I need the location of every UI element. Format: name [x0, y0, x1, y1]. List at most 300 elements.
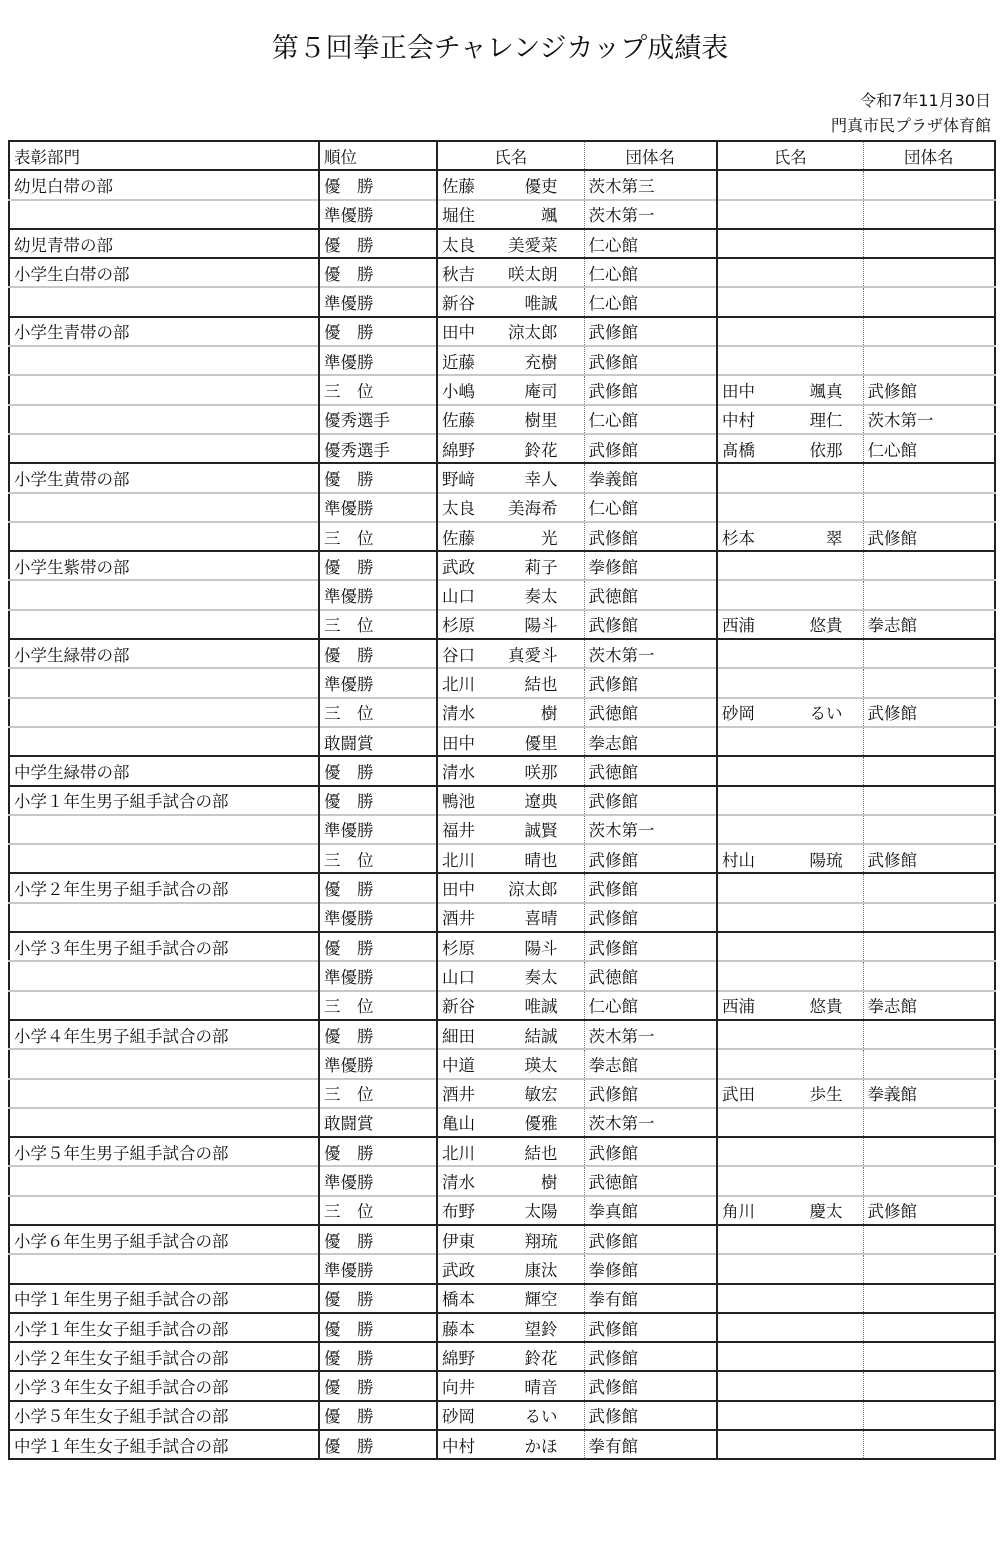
- last-name-2: 砂岡: [722, 704, 755, 724]
- rank-cell: 優 勝: [319, 1225, 437, 1254]
- first-name-1: 陽斗: [524, 616, 558, 636]
- first-name-1: 瑛太: [524, 1055, 558, 1075]
- team-cell-2: 仁心館: [863, 434, 995, 463]
- name-cell-1: [437, 844, 584, 873]
- table-row: [9, 405, 995, 434]
- table-row: [9, 610, 995, 639]
- first-name-2: 理仁: [809, 411, 843, 431]
- team-cell-2: 武修館: [863, 844, 995, 873]
- rank-cell: 三 位: [319, 1079, 437, 1108]
- last-name-1: 藤本: [442, 1319, 475, 1339]
- division-cell: 小学生黄帯の部: [9, 463, 319, 492]
- table-row: [9, 1371, 995, 1400]
- team-cell-2: [863, 1284, 995, 1313]
- last-name-1: 山口: [442, 967, 475, 987]
- last-name-1: 鴨池: [442, 792, 475, 812]
- table-row: [9, 522, 995, 551]
- team-cell-1: 武修館: [584, 786, 717, 815]
- first-name-1: 幸人: [524, 469, 558, 489]
- rank-cell: 優 勝: [319, 1342, 437, 1371]
- rank-cell: 優 勝: [319, 1371, 437, 1400]
- team-cell-1: 拳真館: [584, 1196, 717, 1225]
- rank-cell: 優 勝: [319, 229, 437, 258]
- table-row: [9, 1196, 995, 1225]
- last-name-1: 酒井: [442, 1085, 475, 1105]
- first-name-2: 歩生: [809, 1085, 843, 1105]
- team-cell-2: 拳志館: [863, 991, 995, 1020]
- last-name-1: 武政: [442, 1260, 475, 1280]
- division-cell: 小学生青帯の部: [9, 317, 319, 346]
- name-cell-1: [437, 317, 584, 346]
- team-cell-1: 武修館: [584, 903, 717, 932]
- last-name-1: 太良: [442, 499, 475, 519]
- rank-cell: 準優勝: [319, 493, 437, 522]
- team-cell-2: 武修館: [863, 1196, 995, 1225]
- table-row: [9, 698, 995, 727]
- name-cell-1: [437, 1196, 584, 1225]
- table-row: [9, 991, 995, 1020]
- rank-cell: 優 勝: [319, 551, 437, 580]
- team-cell-2: 武修館: [863, 375, 995, 404]
- rank-cell: 優 勝: [319, 639, 437, 668]
- team-cell-1: 武修館: [584, 1401, 717, 1430]
- team-cell-1: 武修館: [584, 844, 717, 873]
- rank-cell: 敢闘賞: [319, 727, 437, 756]
- team-cell-1: 拳有館: [584, 1284, 717, 1313]
- name-cell-1: [437, 991, 584, 1020]
- first-name-1: 樹: [541, 1173, 558, 1193]
- team-cell-2: [863, 317, 995, 346]
- first-name-1: 鈴花: [524, 440, 558, 460]
- name-cell-2: [717, 375, 863, 404]
- table-row: [9, 639, 995, 668]
- team-cell-1: 武徳館: [584, 698, 717, 727]
- first-name-1: 真愛斗: [508, 645, 558, 665]
- rank-cell: 準優勝: [319, 903, 437, 932]
- first-name-1: 美愛菜: [508, 235, 558, 255]
- team-cell-1: 茨木第一: [584, 1108, 717, 1137]
- division-cell: 小学２年生女子組手試合の部: [9, 1342, 319, 1371]
- first-name-2: 翠: [826, 528, 843, 548]
- team-cell-2: [863, 170, 995, 199]
- table-row: [9, 1401, 995, 1430]
- division-cell: [9, 1108, 319, 1137]
- name-cell-1: [437, 639, 584, 668]
- team-cell-1: 武修館: [584, 1225, 717, 1254]
- first-name-1: 結也: [524, 674, 558, 694]
- first-name-2: 悠貴: [809, 997, 843, 1017]
- name-cell-1: [437, 873, 584, 902]
- team-cell-1: 武徳館: [584, 1166, 717, 1195]
- name-cell-1: [437, 170, 584, 199]
- rank-cell: 三 位: [319, 698, 437, 727]
- name-cell-2: [717, 1049, 863, 1078]
- name-cell-1: [437, 346, 584, 375]
- name-cell-2: [717, 580, 863, 609]
- team-cell-1: 武修館: [584, 1371, 717, 1400]
- table-row: [9, 1342, 995, 1371]
- division-cell: 小学３年生男子組手試合の部: [9, 932, 319, 961]
- event-venue: 門真市民プラザ体育館: [830, 116, 991, 135]
- name-cell-1: [437, 551, 584, 580]
- name-cell-2: [717, 1225, 863, 1254]
- team-cell-2: [863, 815, 995, 844]
- name-cell-2: [717, 756, 863, 785]
- first-name-1: 望鈴: [524, 1319, 558, 1339]
- last-name-1: 中村: [442, 1436, 475, 1456]
- table-row: [9, 1079, 995, 1108]
- name-cell-1: [437, 1430, 584, 1459]
- table-row: [9, 200, 995, 229]
- last-name-1: 酒井: [442, 909, 475, 929]
- division-cell: 小学３年生女子組手試合の部: [9, 1371, 319, 1400]
- division-cell: [9, 580, 319, 609]
- first-name-1: 充樹: [524, 352, 558, 372]
- name-cell-1: [437, 1401, 584, 1430]
- team-cell-2: [863, 903, 995, 932]
- team-cell-1: 仁心館: [584, 991, 717, 1020]
- team-cell-2: [863, 1108, 995, 1137]
- team-cell-1: 武修館: [584, 932, 717, 961]
- table-row: [9, 229, 995, 258]
- first-name-1: 誠賢: [524, 821, 558, 841]
- name-cell-1: [437, 610, 584, 639]
- table-row: [9, 727, 995, 756]
- last-name-1: 田中: [442, 880, 475, 900]
- first-name-2: 悠貴: [809, 616, 843, 636]
- team-cell-1: 仁心館: [584, 229, 717, 258]
- team-cell-1: 茨木第一: [584, 1020, 717, 1049]
- last-name-2: 角川: [722, 1202, 755, 1222]
- last-name-1: 山口: [442, 587, 475, 607]
- first-name-1: 優吏: [524, 176, 558, 196]
- name-cell-1: [437, 463, 584, 492]
- name-cell-2: [717, 522, 863, 551]
- last-name-1: 清水: [442, 762, 475, 782]
- name-cell-2: [717, 1137, 863, 1166]
- name-cell-2: [717, 229, 863, 258]
- name-cell-1: [437, 1254, 584, 1283]
- last-name-1: 近藤: [442, 352, 475, 372]
- team-cell-2: [863, 493, 995, 522]
- team-cell-1: 仁心館: [584, 287, 717, 316]
- last-name-1: 谷口: [442, 645, 475, 665]
- table-row: [9, 1313, 995, 1342]
- table-row: [9, 1108, 995, 1137]
- table-row: [9, 287, 995, 316]
- first-name-1: 晴也: [524, 850, 558, 870]
- last-name-1: 布野: [442, 1202, 475, 1222]
- team-cell-2: 拳志館: [863, 610, 995, 639]
- division-cell: 小学生紫帯の部: [9, 551, 319, 580]
- division-cell: [9, 610, 319, 639]
- name-cell-2: [717, 668, 863, 697]
- rank-cell: 優 勝: [319, 317, 437, 346]
- team-cell-2: [863, 727, 995, 756]
- team-cell-1: 武修館: [584, 668, 717, 697]
- name-cell-1: [437, 522, 584, 551]
- division-cell: [9, 844, 319, 873]
- division-cell: [9, 1196, 319, 1225]
- team-cell-2: [863, 1166, 995, 1195]
- last-name-1: 綿野: [442, 1348, 475, 1368]
- first-name-1: 敏宏: [524, 1085, 558, 1105]
- last-name-1: 佐藤: [442, 528, 475, 548]
- name-cell-2: [717, 493, 863, 522]
- name-cell-1: [437, 932, 584, 961]
- table-row: [9, 434, 995, 463]
- name-cell-1: [437, 287, 584, 316]
- team-cell-1: 拳有館: [584, 1430, 717, 1459]
- rank-cell: 三 位: [319, 1196, 437, 1225]
- table-row: [9, 1049, 995, 1078]
- table-row: [9, 1166, 995, 1195]
- team-cell-1: 拳修館: [584, 551, 717, 580]
- division-cell: [9, 903, 319, 932]
- division-cell: 中学生緑帯の部: [9, 756, 319, 785]
- table-row: [9, 1225, 995, 1254]
- last-name-1: 太良: [442, 235, 475, 255]
- name-cell-1: [437, 1166, 584, 1195]
- first-name-2: るい: [809, 704, 843, 724]
- first-name-1: 光: [541, 528, 558, 548]
- first-name-1: 鈴花: [524, 1348, 558, 1368]
- division-cell: 小学１年生男子組手試合の部: [9, 786, 319, 815]
- division-cell: [9, 1049, 319, 1078]
- name-cell-1: [437, 698, 584, 727]
- name-cell-1: [437, 434, 584, 463]
- name-cell-2: [717, 844, 863, 873]
- first-name-1: 奏太: [524, 587, 558, 607]
- name-cell-1: [437, 1020, 584, 1049]
- rank-cell: 準優勝: [319, 961, 437, 990]
- header-team-1: 団体名: [584, 141, 717, 170]
- name-cell-2: [717, 1254, 863, 1283]
- rank-cell: 優 勝: [319, 1284, 437, 1313]
- name-cell-2: [717, 1342, 863, 1371]
- first-name-2: 慶太: [809, 1202, 843, 1222]
- name-cell-2: [717, 258, 863, 287]
- team-cell-2: [863, 200, 995, 229]
- division-cell: [9, 668, 319, 697]
- team-cell-1: 拳志館: [584, 727, 717, 756]
- table-row: [9, 844, 995, 873]
- last-name-1: 清水: [442, 704, 475, 724]
- name-cell-1: [437, 1284, 584, 1313]
- team-cell-1: 武徳館: [584, 756, 717, 785]
- last-name-1: 清水: [442, 1173, 475, 1193]
- name-cell-2: [717, 903, 863, 932]
- team-cell-1: 武修館: [584, 1342, 717, 1371]
- last-name-1: 砂岡: [442, 1407, 475, 1427]
- team-cell-1: 拳義館: [584, 463, 717, 492]
- table-row: [9, 903, 995, 932]
- name-cell-1: [437, 580, 584, 609]
- team-cell-2: [863, 287, 995, 316]
- table-row: [9, 463, 995, 492]
- table-row: [9, 317, 995, 346]
- division-cell: 小学１年生女子組手試合の部: [9, 1313, 319, 1342]
- name-cell-1: [437, 1049, 584, 1078]
- first-name-1: 咲那: [524, 762, 558, 782]
- last-name-2: 西浦: [722, 616, 755, 636]
- first-name-1: 颯: [541, 206, 558, 226]
- first-name-1: 涼太郎: [508, 880, 558, 900]
- team-cell-1: 茨木第三: [584, 170, 717, 199]
- division-cell: 小学２年生男子組手試合の部: [9, 873, 319, 902]
- first-name-1: 翔琉: [524, 1231, 558, 1251]
- division-cell: 幼児青帯の部: [9, 229, 319, 258]
- first-name-1: るい: [524, 1407, 558, 1427]
- team-cell-1: 仁心館: [584, 258, 717, 287]
- rank-cell: 準優勝: [319, 200, 437, 229]
- last-name-1: 佐藤: [442, 411, 475, 431]
- name-cell-1: [437, 493, 584, 522]
- rank-cell: 優 勝: [319, 1020, 437, 1049]
- name-cell-2: [717, 727, 863, 756]
- last-name-1: 細田: [442, 1026, 475, 1046]
- division-cell: 小学６年生男子組手試合の部: [9, 1225, 319, 1254]
- division-cell: 小学４年生男子組手試合の部: [9, 1020, 319, 1049]
- rank-cell: 優 勝: [319, 1401, 437, 1430]
- division-cell: [9, 961, 319, 990]
- name-cell-2: [717, 1313, 863, 1342]
- last-name-1: 田中: [442, 323, 475, 343]
- table-row: [9, 1137, 995, 1166]
- division-cell: [9, 522, 319, 551]
- name-cell-2: [717, 1020, 863, 1049]
- rank-cell: 三 位: [319, 522, 437, 551]
- name-cell-1: [437, 258, 584, 287]
- team-cell-1: 拳修館: [584, 1254, 717, 1283]
- table-row: [9, 493, 995, 522]
- team-cell-1: 武修館: [584, 873, 717, 902]
- team-cell-2: [863, 580, 995, 609]
- division-cell: 中学１年生男子組手試合の部: [9, 1284, 319, 1313]
- first-name-2: 颯真: [809, 382, 843, 402]
- header-rank: 順位: [319, 141, 437, 170]
- name-cell-2: [717, 1108, 863, 1137]
- team-cell-2: [863, 346, 995, 375]
- rank-cell: 優 勝: [319, 258, 437, 287]
- name-cell-2: [717, 932, 863, 961]
- last-name-1: 杉原: [442, 938, 475, 958]
- name-cell-1: [437, 375, 584, 404]
- last-name-1: 綿野: [442, 440, 475, 460]
- name-cell-1: [437, 1371, 584, 1400]
- name-cell-1: [437, 1225, 584, 1254]
- first-name-1: 唯誠: [524, 294, 558, 314]
- first-name-1: 奏太: [524, 967, 558, 987]
- first-name-1: 優里: [524, 733, 558, 753]
- rank-cell: 優 勝: [319, 463, 437, 492]
- division-cell: [9, 200, 319, 229]
- team-cell-1: 仁心館: [584, 405, 717, 434]
- rank-cell: 優 勝: [319, 1313, 437, 1342]
- team-cell-2: [863, 229, 995, 258]
- table-row: [9, 551, 995, 580]
- division-cell: 小学５年生男子組手試合の部: [9, 1137, 319, 1166]
- team-cell-2: [863, 668, 995, 697]
- name-cell-2: [717, 698, 863, 727]
- rank-cell: 三 位: [319, 610, 437, 639]
- last-name-1: 向井: [442, 1378, 475, 1398]
- division-cell: [9, 1166, 319, 1195]
- table-row: [9, 873, 995, 902]
- table-row: [9, 346, 995, 375]
- division-cell: [9, 287, 319, 316]
- table-row: [9, 786, 995, 815]
- rank-cell: 準優勝: [319, 580, 437, 609]
- header-team-2: 団体名: [863, 141, 995, 170]
- team-cell-2: [863, 258, 995, 287]
- team-cell-2: [863, 1137, 995, 1166]
- table-row: [9, 1254, 995, 1283]
- rank-cell: 敢闘賞: [319, 1108, 437, 1137]
- rank-cell: 優 勝: [319, 932, 437, 961]
- rank-cell: 優 勝: [319, 756, 437, 785]
- first-name-1: 唯誠: [524, 997, 558, 1017]
- team-cell-2: [863, 1254, 995, 1283]
- rank-cell: 準優勝: [319, 346, 437, 375]
- name-cell-2: [717, 317, 863, 346]
- team-cell-2: [863, 639, 995, 668]
- rank-cell: 優 勝: [319, 170, 437, 199]
- last-name-2: 髙橋: [722, 440, 755, 460]
- name-cell-1: [437, 903, 584, 932]
- name-cell-1: [437, 1313, 584, 1342]
- team-cell-1: 武修館: [584, 375, 717, 404]
- division-cell: [9, 375, 319, 404]
- division-cell: [9, 493, 319, 522]
- name-cell-2: [717, 463, 863, 492]
- rank-cell: 準優勝: [319, 287, 437, 316]
- team-cell-1: 武修館: [584, 1137, 717, 1166]
- last-name-1: 新谷: [442, 294, 475, 314]
- team-cell-1: 拳志館: [584, 1049, 717, 1078]
- division-cell: [9, 1079, 319, 1108]
- last-name-1: 福井: [442, 821, 475, 841]
- last-name-1: 杉原: [442, 616, 475, 636]
- last-name-2: 西浦: [722, 997, 755, 1017]
- first-name-1: 庵司: [524, 382, 558, 402]
- team-cell-2: [863, 1430, 995, 1459]
- name-cell-2: [717, 1284, 863, 1313]
- table-row: [9, 375, 995, 404]
- table-row: [9, 258, 995, 287]
- team-cell-2: [863, 463, 995, 492]
- team-cell-1: 茨木第一: [584, 200, 717, 229]
- name-cell-2: [717, 873, 863, 902]
- name-cell-1: [437, 961, 584, 990]
- team-cell-2: 武修館: [863, 698, 995, 727]
- division-cell: [9, 727, 319, 756]
- division-cell: 小学生緑帯の部: [9, 639, 319, 668]
- first-name-1: 喜晴: [524, 909, 558, 929]
- team-cell-2: [863, 786, 995, 815]
- last-name-1: 小嶋: [442, 382, 475, 402]
- name-cell-1: [437, 1108, 584, 1137]
- division-cell: [9, 434, 319, 463]
- table-row: [9, 1430, 995, 1459]
- first-name-1: 遼典: [524, 792, 558, 812]
- team-cell-2: 拳義館: [863, 1079, 995, 1108]
- name-cell-1: [437, 756, 584, 785]
- name-cell-1: [437, 786, 584, 815]
- name-cell-1: [437, 1342, 584, 1371]
- name-cell-1: [437, 668, 584, 697]
- division-cell: [9, 346, 319, 375]
